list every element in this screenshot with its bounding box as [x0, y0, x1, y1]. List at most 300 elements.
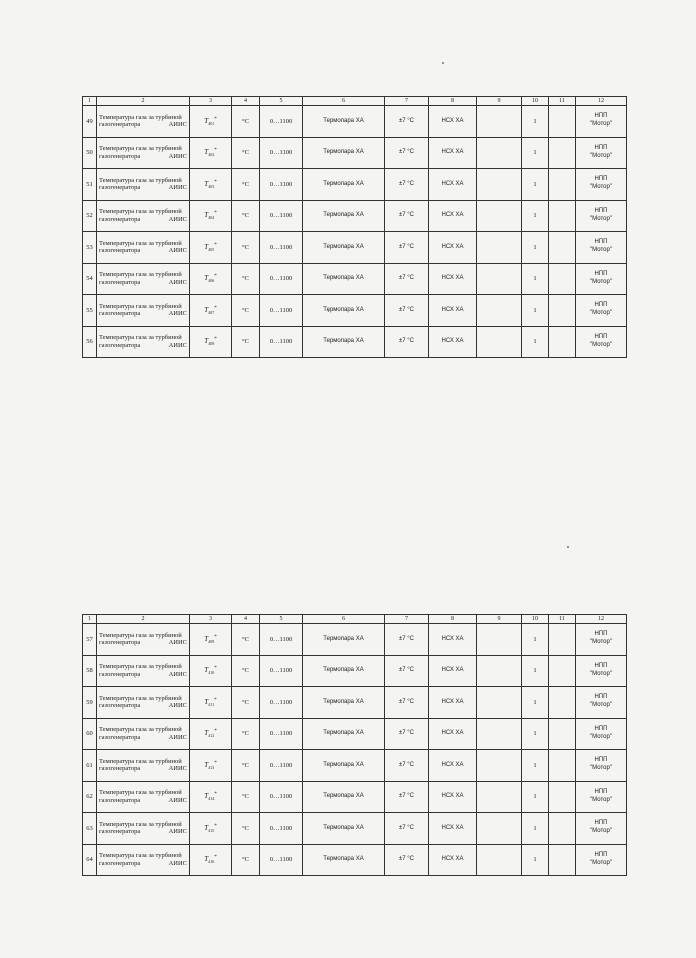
system-code: АИИС	[168, 247, 187, 255]
parameter-symbol	[190, 750, 232, 782]
column-9-empty	[477, 295, 522, 327]
measurement-range: 0…1100	[260, 844, 303, 876]
symbol-subscript: 408	[208, 341, 215, 347]
symbol-superscript: *	[214, 634, 217, 640]
column-9-empty	[477, 326, 522, 358]
unit: °C	[232, 781, 260, 813]
characteristic: НСХ ХА	[429, 750, 477, 782]
description-component: газогенератора	[99, 733, 141, 741]
parameter-symbol	[190, 687, 232, 719]
symbol-letter: T	[204, 305, 209, 314]
manufacturer-line-1: НПП	[594, 662, 608, 669]
column-10-value: 1	[522, 137, 549, 169]
symbol-subscript: 404	[208, 215, 215, 221]
symbol-letter: T	[204, 274, 209, 283]
column-9-empty	[477, 813, 522, 845]
symbol-letter: T	[204, 337, 209, 346]
manufacturer-line-1: НПП	[594, 176, 608, 183]
manufacturer	[576, 263, 627, 295]
measurement-range: 0…1100	[260, 813, 303, 845]
column-header: 5	[260, 97, 303, 106]
description-line-1: Температура газа за турбиной	[99, 726, 182, 734]
column-10-value: 1	[522, 718, 549, 750]
system-code: АИИС	[168, 639, 187, 647]
accuracy: ±7 °C	[385, 137, 429, 169]
row-number: 50	[83, 137, 97, 169]
sensor-type: Термопара ХА	[303, 718, 385, 750]
symbol-letter: T	[204, 855, 209, 864]
unit: °C	[232, 750, 260, 782]
description-component: газогенератора	[99, 670, 141, 678]
column-header: 9	[477, 615, 522, 624]
symbol-subscript: 405	[208, 246, 215, 252]
row-number: 59	[83, 687, 97, 719]
manufacturer-line-2: "Мотор"	[590, 121, 612, 128]
parameter-description	[97, 655, 190, 687]
column-10-value: 1	[522, 624, 549, 656]
column-header: 10	[522, 615, 549, 624]
unit: °C	[232, 200, 260, 232]
manufacturer-line-1: НПП	[594, 694, 608, 701]
parameter-symbol	[190, 295, 232, 327]
parameter-symbol	[190, 137, 232, 169]
symbol-letter: T	[204, 179, 209, 188]
manufacturer	[576, 624, 627, 656]
symbol-superscript: *	[214, 211, 217, 217]
sensor-type: Термопара ХА	[303, 687, 385, 719]
accuracy: ±7 °C	[385, 295, 429, 327]
manufacturer	[576, 295, 627, 327]
manufacturer-line-1: НПП	[594, 333, 608, 340]
description-line-2	[99, 702, 187, 709]
manufacturer	[576, 326, 627, 358]
characteristic: НСХ ХА	[429, 106, 477, 138]
table-header-row	[83, 97, 627, 106]
row-number: 64	[83, 844, 97, 876]
scan-speck	[442, 62, 444, 64]
column-10-value: 1	[522, 781, 549, 813]
sensor-type: Термопара ХА	[303, 200, 385, 232]
manufacturer-line-1: НПП	[594, 144, 608, 151]
unit: °C	[232, 263, 260, 295]
symbol-superscript: *	[214, 116, 217, 122]
symbol-letter: T	[204, 242, 209, 251]
column-header: 1	[83, 97, 97, 106]
system-code: АИИС	[168, 765, 187, 773]
unit: °C	[232, 137, 260, 169]
description-line-1: Температура газа за турбиной	[99, 757, 182, 765]
column-11-empty	[549, 750, 576, 782]
description-component: газогенератора	[99, 639, 141, 647]
column-11-empty	[549, 844, 576, 876]
parameter-description	[97, 169, 190, 201]
parameter-symbol	[190, 232, 232, 264]
column-9-empty	[477, 655, 522, 687]
sensor-type: Термопара ХА	[303, 655, 385, 687]
description-line-2	[99, 765, 187, 772]
parameter-description	[97, 687, 190, 719]
manufacturer-line-2: "Мотор"	[590, 796, 612, 803]
sensor-type: Термопара ХА	[303, 295, 385, 327]
description-component: газогенератора	[99, 828, 141, 836]
column-header: 12	[576, 615, 627, 624]
column-10-value: 1	[522, 813, 549, 845]
column-11-empty	[549, 687, 576, 719]
column-9-empty	[477, 624, 522, 656]
symbol-subscript: 406	[208, 278, 215, 284]
parameter-symbol	[190, 655, 232, 687]
description-line-2	[99, 310, 187, 317]
characteristic: НСХ ХА	[429, 295, 477, 327]
table-row	[83, 326, 627, 358]
symbol-letter: T	[204, 634, 209, 643]
table-row	[83, 232, 627, 264]
symbol-subscript: 415	[208, 827, 215, 833]
manufacturer-line-1: НПП	[594, 302, 608, 309]
symbol-letter: T	[204, 760, 209, 769]
description-line-2	[99, 639, 187, 646]
sensor-type: Термопара ХА	[303, 750, 385, 782]
sensor-type: Термопара ХА	[303, 263, 385, 295]
row-number: 55	[83, 295, 97, 327]
table-row	[83, 813, 627, 845]
unit: °C	[232, 687, 260, 719]
parameter-symbol	[190, 718, 232, 750]
description-line-1: Температура газа за турбиной	[99, 789, 182, 797]
parameter-description	[97, 326, 190, 358]
column-10-value: 1	[522, 750, 549, 782]
accuracy: ±7 °C	[385, 781, 429, 813]
symbol-letter: T	[204, 148, 209, 157]
column-10-value: 1	[522, 295, 549, 327]
measurement-range: 0…1100	[260, 295, 303, 327]
column-header: 8	[429, 97, 477, 106]
symbol-letter: T	[204, 729, 209, 738]
measurement-range: 0…1100	[260, 655, 303, 687]
symbol-superscript: *	[214, 855, 217, 861]
column-header: 4	[232, 615, 260, 624]
row-number: 54	[83, 263, 97, 295]
column-11-empty	[549, 624, 576, 656]
description-line-1: Температура газа за турбиной	[99, 820, 182, 828]
symbol-superscript: *	[214, 148, 217, 154]
row-number: 51	[83, 169, 97, 201]
description-line-2	[99, 184, 187, 191]
symbol-subscript: 401	[208, 120, 215, 126]
accuracy: ±7 °C	[385, 232, 429, 264]
characteristic: НСХ ХА	[429, 655, 477, 687]
manufacturer	[576, 813, 627, 845]
column-header: 2	[97, 615, 190, 624]
table-row	[83, 106, 627, 138]
symbol-letter: T	[204, 116, 209, 125]
symbol-superscript: *	[214, 729, 217, 735]
accuracy: ±7 °C	[385, 718, 429, 750]
parameter-symbol	[190, 169, 232, 201]
description-line-2	[99, 121, 187, 128]
parameter-description	[97, 844, 190, 876]
description-component: газогенератора	[99, 341, 141, 349]
description-line-1: Температура газа за турбиной	[99, 176, 182, 184]
system-code: АИИС	[168, 278, 187, 286]
sensor-type: Термопара ХА	[303, 781, 385, 813]
manufacturer-line-2: "Мотор"	[590, 310, 612, 317]
column-10-value: 1	[522, 232, 549, 264]
symbol-superscript: *	[214, 792, 217, 798]
manufacturer	[576, 200, 627, 232]
unit: °C	[232, 326, 260, 358]
row-number: 52	[83, 200, 97, 232]
description-component: газогенератора	[99, 310, 141, 318]
manufacturer-line-1: НПП	[594, 725, 608, 732]
manufacturer-line-1: НПП	[594, 239, 608, 246]
column-10-value: 1	[522, 169, 549, 201]
symbol-superscript: *	[214, 823, 217, 829]
sensor-type: Термопара ХА	[303, 844, 385, 876]
column-10-value: 1	[522, 687, 549, 719]
description-component: газогенератора	[99, 859, 141, 867]
accuracy: ±7 °C	[385, 326, 429, 358]
parameter-symbol	[190, 263, 232, 295]
accuracy: ±7 °C	[385, 687, 429, 719]
description-line-1: Температура газа за турбиной	[99, 694, 182, 702]
table-row	[83, 295, 627, 327]
accuracy: ±7 °C	[385, 624, 429, 656]
symbol-letter: T	[204, 823, 209, 832]
unit: °C	[232, 813, 260, 845]
characteristic: НСХ ХА	[429, 844, 477, 876]
column-header: 3	[190, 615, 232, 624]
measurement-range: 0…1100	[260, 687, 303, 719]
column-11-empty	[549, 781, 576, 813]
column-9-empty	[477, 750, 522, 782]
accuracy: ±7 °C	[385, 750, 429, 782]
parameter-description	[97, 295, 190, 327]
characteristic: НСХ ХА	[429, 718, 477, 750]
description-line-1: Температура газа за турбиной	[99, 145, 182, 153]
manufacturer-line-1: НПП	[594, 270, 608, 277]
column-header: 8	[429, 615, 477, 624]
measurement-range: 0…1100	[260, 137, 303, 169]
system-code: АИИС	[168, 215, 187, 223]
parameter-symbol	[190, 813, 232, 845]
column-header: 11	[549, 97, 576, 106]
description-line-2	[99, 828, 187, 835]
parameter-description	[97, 106, 190, 138]
table-row	[83, 169, 627, 201]
unit: °C	[232, 718, 260, 750]
column-header: 5	[260, 615, 303, 624]
symbol-subscript: 409	[208, 638, 215, 644]
manufacturer-line-2: "Мотор"	[590, 639, 612, 646]
manufacturer-line-1: НПП	[594, 631, 608, 638]
table-row	[83, 844, 627, 876]
description-line-2	[99, 671, 187, 678]
column-11-empty	[549, 200, 576, 232]
system-code: АИИС	[168, 702, 187, 710]
symbol-subscript: 407	[208, 309, 215, 315]
column-header: 2	[97, 97, 190, 106]
column-11-empty	[549, 137, 576, 169]
unit: °C	[232, 655, 260, 687]
symbol-superscript: *	[214, 760, 217, 766]
measurement-range: 0…1100	[260, 326, 303, 358]
unit: °C	[232, 295, 260, 327]
accuracy: ±7 °C	[385, 200, 429, 232]
column-10-value: 1	[522, 326, 549, 358]
table-row	[83, 263, 627, 295]
parameter-description	[97, 781, 190, 813]
symbol-superscript: *	[214, 337, 217, 343]
symbol-superscript: *	[214, 697, 217, 703]
description-component: газогенератора	[99, 765, 141, 773]
column-9-empty	[477, 137, 522, 169]
measurement-range: 0…1100	[260, 750, 303, 782]
description-line-1: Температура газа за турбиной	[99, 239, 182, 247]
manufacturer	[576, 106, 627, 138]
manufacturer-line-1: НПП	[594, 851, 608, 858]
symbol-subscript: 402	[208, 152, 215, 158]
column-9-empty	[477, 781, 522, 813]
sensor-type: Термопара ХА	[303, 624, 385, 656]
characteristic: НСХ ХА	[429, 169, 477, 201]
symbol-subscript: 416	[208, 859, 215, 865]
column-9-empty	[477, 263, 522, 295]
column-9-empty	[477, 687, 522, 719]
description-component: газогенератора	[99, 702, 141, 710]
symbol-subscript: 411	[208, 701, 215, 707]
parameters-table-top	[82, 96, 627, 358]
manufacturer-line-2: "Мотор"	[590, 733, 612, 740]
description-line-2	[99, 216, 187, 223]
accuracy: ±7 °C	[385, 263, 429, 295]
system-code: АИИС	[168, 184, 187, 192]
table-row	[83, 781, 627, 813]
system-code: АИИС	[168, 670, 187, 678]
manufacturer	[576, 169, 627, 201]
sensor-type: Термопара ХА	[303, 813, 385, 845]
symbol-letter: T	[204, 697, 209, 706]
column-10-value: 1	[522, 655, 549, 687]
table-row	[83, 624, 627, 656]
description-component: газогенератора	[99, 247, 141, 255]
symbol-subscript: 413	[208, 764, 215, 770]
manufacturer-line-2: "Мотор"	[590, 341, 612, 348]
system-code: АИИС	[168, 796, 187, 804]
manufacturer	[576, 844, 627, 876]
table-row	[83, 655, 627, 687]
column-header: 11	[549, 615, 576, 624]
description-line-2	[99, 342, 187, 349]
unit: °C	[232, 844, 260, 876]
sensor-type: Термопара ХА	[303, 169, 385, 201]
manufacturer-line-2: "Мотор"	[590, 765, 612, 772]
measurement-range: 0…1100	[260, 781, 303, 813]
characteristic: НСХ ХА	[429, 326, 477, 358]
manufacturer-line-2: "Мотор"	[590, 184, 612, 191]
row-number: 60	[83, 718, 97, 750]
accuracy: ±7 °C	[385, 106, 429, 138]
description-line-2	[99, 797, 187, 804]
scan-speck	[567, 546, 569, 548]
unit: °C	[232, 624, 260, 656]
manufacturer-line-2: "Мотор"	[590, 278, 612, 285]
symbol-superscript: *	[214, 305, 217, 311]
manufacturer-line-2: "Мотор"	[590, 152, 612, 159]
symbol-superscript: *	[214, 274, 217, 280]
column-10-value: 1	[522, 200, 549, 232]
parameter-symbol	[190, 844, 232, 876]
column-9-empty	[477, 169, 522, 201]
row-number: 57	[83, 624, 97, 656]
parameter-symbol	[190, 624, 232, 656]
row-number: 58	[83, 655, 97, 687]
accuracy: ±7 °C	[385, 844, 429, 876]
column-header: 6	[303, 97, 385, 106]
characteristic: НСХ ХА	[429, 137, 477, 169]
sensor-type: Термопара ХА	[303, 106, 385, 138]
measurement-range: 0…1100	[260, 718, 303, 750]
accuracy: ±7 °C	[385, 813, 429, 845]
manufacturer	[576, 232, 627, 264]
symbol-subscript: 410	[208, 670, 215, 676]
row-number: 63	[83, 813, 97, 845]
manufacturer-line-1: НПП	[594, 207, 608, 214]
parameter-symbol	[190, 200, 232, 232]
column-11-empty	[549, 326, 576, 358]
manufacturer-line-2: "Мотор"	[590, 670, 612, 677]
characteristic: НСХ ХА	[429, 200, 477, 232]
table-row	[83, 750, 627, 782]
column-header: 7	[385, 615, 429, 624]
sensor-type: Термопара ХА	[303, 232, 385, 264]
description-line-1: Температура газа за турбиной	[99, 208, 182, 216]
description-line-2	[99, 734, 187, 741]
row-number: 56	[83, 326, 97, 358]
manufacturer-line-1: НПП	[594, 788, 608, 795]
symbol-superscript: *	[214, 666, 217, 672]
unit: °C	[232, 106, 260, 138]
manufacturer-line-2: "Мотор"	[590, 828, 612, 835]
symbol-subscript: 414	[208, 796, 215, 802]
column-9-empty	[477, 232, 522, 264]
column-header: 12	[576, 97, 627, 106]
symbol-subscript: 412	[208, 733, 215, 739]
measurement-range: 0…1100	[260, 169, 303, 201]
column-11-empty	[549, 106, 576, 138]
manufacturer-line-1: НПП	[594, 820, 608, 827]
description-line-1: Температура газа за турбиной	[99, 302, 182, 310]
system-code: АИИС	[168, 859, 187, 867]
column-header: 7	[385, 97, 429, 106]
symbol-superscript: *	[214, 242, 217, 248]
table-row	[83, 137, 627, 169]
sensor-type: Термопара ХА	[303, 326, 385, 358]
characteristic: НСХ ХА	[429, 781, 477, 813]
description-component: газогенератора	[99, 152, 141, 160]
column-9-empty	[477, 844, 522, 876]
column-header: 9	[477, 97, 522, 106]
parameter-description	[97, 750, 190, 782]
description-line-1: Температура газа за турбиной	[99, 334, 182, 342]
system-code: АИИС	[168, 733, 187, 741]
characteristic: НСХ ХА	[429, 813, 477, 845]
column-10-value: 1	[522, 263, 549, 295]
description-line-1: Температура газа за турбиной	[99, 631, 182, 639]
table-row	[83, 687, 627, 719]
parameter-symbol	[190, 326, 232, 358]
description-line-2	[99, 153, 187, 160]
